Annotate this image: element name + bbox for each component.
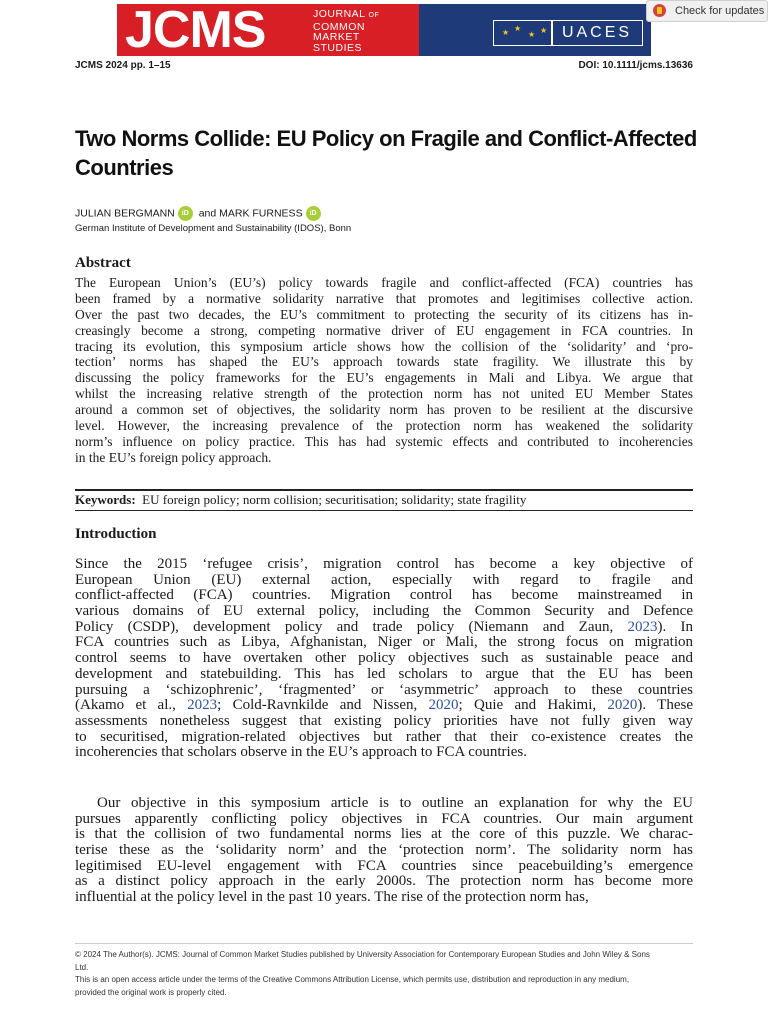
- text-line: various domains of EU external policy, including the Common Security and Defence: [75, 603, 693, 620]
- text-line: pursuing a ‘schizophrenic’, ‘fragmented’ or ‘asymmetric’ approach to these countries: [75, 681, 693, 698]
- text-line: assessments nonetheless suggest that existing policy priorities have not fully given way: [75, 712, 693, 729]
- title-line: Countries: [75, 155, 174, 180]
- star-icon: ★: [502, 28, 510, 37]
- orcid-icon[interactable]: iD: [306, 206, 321, 221]
- running-header-citation: JCMS 2024 pp. 1–15: [75, 60, 171, 71]
- citation-link[interactable]: 2020: [428, 697, 459, 714]
- footer-line: This is an open access article under the terms of the Creative Commons Attribution License, which permits use, distribution and reproduction in any medium,: [75, 975, 630, 985]
- eu-flag-icon: [493, 20, 553, 46]
- uaces-logo: UACES: [551, 20, 643, 46]
- affiliation: German Institute of Development and Sustainability (IDOS), Bonn: [75, 223, 352, 234]
- license-footer: [75, 949, 693, 999]
- text-line: level. However, the increasing prevalence of the protection norm has weakened the solidarity: [75, 418, 693, 434]
- text-line: control seems to have overtaken other policy objectives such as sustainable peace and: [75, 650, 693, 667]
- introduction-paragraph-1: [75, 557, 693, 761]
- keywords: [75, 492, 526, 508]
- journal-line-3: MARKET: [313, 31, 360, 43]
- text-line: creasingly become a strong, competing normative driver of EU engagement in FCA countries. In: [75, 322, 693, 338]
- journal-of: OF: [368, 12, 380, 19]
- citation-link[interactable]: 2023: [627, 618, 658, 635]
- check-for-updates-label: Check for updates: [675, 5, 765, 17]
- keywords-bottom-rule: [75, 510, 693, 511]
- text-line: in the EU’s foreign policy approach.: [75, 449, 272, 465]
- author-name[interactable]: MARK FURNESS: [219, 207, 303, 220]
- text-line: norm’s influence on policy practice. This has had systemic effects and contributed to incoherencies: [75, 433, 693, 449]
- text-line: whilst the increasing relative strength of the protection norm has not united EU Member States: [75, 386, 693, 402]
- introduction-paragraph-2: [75, 796, 693, 906]
- jcms-logo: JCMS: [125, 1, 266, 59]
- text-line: pursues apparently conflicting policy objectives in FCA countries. Our main argument: [75, 810, 693, 827]
- star-icon: ★: [540, 26, 548, 35]
- text-line: around a common set of objectives, the solidarity norm has proven to be resilient at the discursive: [75, 402, 693, 418]
- author-list: [75, 206, 324, 221]
- footer-line: Ltd.: [75, 962, 89, 972]
- text-line: Since the 2015 ‘refugee crisis’, migration control has become a key objective of: [75, 556, 693, 572]
- journal-name: [313, 9, 379, 53]
- text-line: Our objective in this symposium article is to outline an explanation for why the EU: [97, 795, 693, 811]
- text-line: Over the past two decades, the EU’s commitment to protecting the security of its citizens has in-: [75, 306, 693, 322]
- text-line: legitimised EU-level engagement with FCA countries since peacebuilding’s emergence: [75, 857, 693, 874]
- text-line: European Union (EU) external action, especially with regard to fragile and: [75, 571, 693, 588]
- abstract-body: [75, 275, 693, 466]
- citation-link[interactable]: 2023: [187, 697, 218, 714]
- author-separator: and: [198, 207, 217, 220]
- citation-link[interactable]: 2020: [607, 697, 638, 714]
- text-line: conflict-affected (FCA) countries. Migration control has become mainstreamed in: [75, 587, 693, 604]
- text-line: as a distinct policy approach in the early 2000s. The protection norm has become more: [75, 873, 693, 890]
- text-line: tection’ norms has shaped the EU’s approach towards state fragility. We illustrate this by: [75, 354, 693, 370]
- journal-banner: [117, 1, 651, 59]
- orcid-icon[interactable]: iD: [178, 206, 193, 221]
- text-line: (Akamo et al., 2023; Cold-Ravnkilde and Nissen, 2020; Quie and Hakimi, 2020). These: [75, 697, 693, 714]
- text-line: tracing its evolution, this symposium article shows how the collision of the ‘solidarity’ and ‘pro-: [75, 338, 693, 354]
- text-line: development and statebuilding. This has led scholars to argue that the EU has been: [75, 665, 693, 682]
- journal-line-4: STUDIES: [313, 41, 363, 54]
- text-line: Policy (CSDP), development policy and trade policy (Niemann and Zaun, 2023). In: [75, 618, 693, 635]
- star-icon: ★: [514, 24, 522, 33]
- check-for-updates-button[interactable]: [646, 0, 768, 22]
- text-line: influential at the policy level in the past 10 years. The rise of the protection norm has,: [75, 889, 589, 906]
- keywords-label: Keywords:: [75, 492, 136, 507]
- text-line: is that the collision of two fundamental norms lies at the core of this puzzle. We charac-: [75, 826, 693, 843]
- footer-rule: [75, 943, 693, 944]
- doi-link[interactable]: DOI: 10.1111/jcms.13636: [578, 60, 693, 71]
- text-line: terise these as the ‘solidarity norm’ and the ‘protection norm’. The solidarity norm has: [75, 842, 693, 859]
- star-icon: ★: [528, 30, 536, 39]
- abstract-heading: Abstract: [75, 255, 131, 271]
- footer-line: © 2024 The Author(s). JCMS: Journal of Common Market Studies published by University Association for Contemporary European Studies and John Wiley & Sons: [75, 950, 650, 959]
- footer-line: provided the original work is properly cited.: [75, 987, 227, 997]
- text-line: FCA countries such as Libya, Afghanistan, Niger or Mali, the strong focus on migration: [75, 634, 693, 651]
- bookmark-icon: [653, 4, 666, 17]
- text-line: The European Union’s (EU’s) policy towards fragile and conflict-affected (FCA) countries has: [75, 275, 693, 290]
- keywords-text: EU foreign policy; norm collision; securitisation; solidarity; state fragility: [142, 492, 527, 507]
- text-line: incoherencies that scholars observe in the EU’s approach to FCA countries.: [75, 744, 527, 761]
- journal-line-2: COMMON: [313, 20, 365, 33]
- journal-line-1: JOURNAL: [313, 8, 366, 20]
- text-line: to securitised, migration-related objectives but rather that their co-existence creates the: [75, 728, 693, 745]
- text-line: discussing the policy frameworks for the EU’s engagements in Mali and Libya. We argue that: [75, 370, 693, 386]
- article-title: [75, 124, 700, 182]
- keywords-top-rule: [75, 489, 693, 491]
- text-line: been framed by a normative solidarity narrative that promotes and legitimises collective action.: [75, 290, 693, 306]
- introduction-heading: Introduction: [75, 526, 157, 542]
- title-line: Two Norms Collide: EU Policy on Fragile and Conflict-Affected: [75, 126, 697, 151]
- author-name[interactable]: JULIAN BERGMANN: [75, 207, 175, 220]
